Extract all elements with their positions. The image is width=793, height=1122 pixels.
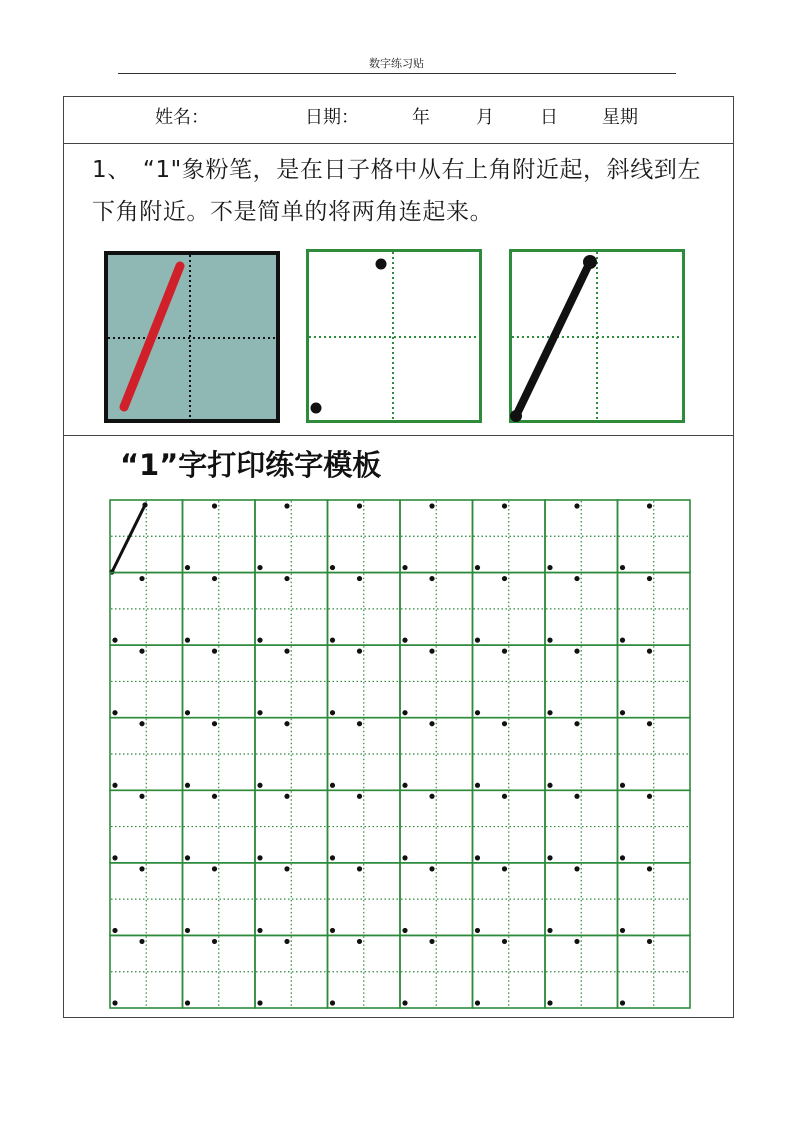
start-dot [583,255,597,269]
start-dot [139,794,144,799]
practice-cell [400,863,473,936]
start-dot [357,794,362,799]
start-dot [502,794,507,799]
end-dot [620,565,625,570]
practice-cell [545,863,618,936]
end-dot [547,638,552,643]
end-dot [330,565,335,570]
start-dot [139,721,144,726]
demo-figure-dots [305,248,483,424]
end-dot [257,565,262,570]
practice-cell [618,935,691,1008]
end-dot [112,783,117,788]
practice-cell [545,935,618,1008]
practice-cell [183,645,256,718]
start-dot [429,866,434,871]
start-dot [574,794,579,799]
end-dot [547,928,552,933]
practice-cell [328,790,401,863]
month-label: 月 [476,107,494,128]
table-row-divider [63,435,734,436]
end-dot [257,1000,262,1005]
end-dot [510,410,522,422]
demo-figure-completed-stroke [508,248,686,424]
start-dot [502,939,507,944]
end-dot [185,855,190,860]
end-dot [402,638,407,643]
end-dot [112,855,117,860]
end-dot [257,783,262,788]
day-label: 日 [540,107,558,128]
practice-cell [328,645,401,718]
end-dot [547,783,552,788]
practice-cell [255,500,328,573]
practice-cell [328,573,401,646]
practice-cell [473,935,546,1008]
start-dot [502,721,507,726]
start-dot [574,503,579,508]
practice-cell [183,790,256,863]
practice-cell [545,645,618,718]
practice-cell [110,863,183,936]
end-dot [257,928,262,933]
start-dot [357,939,362,944]
start-dot [574,649,579,654]
end-dot [311,403,322,414]
end-dot [547,855,552,860]
start-dot [357,649,362,654]
practice-cell [618,645,691,718]
end-dot [112,928,117,933]
practice-cell [183,718,256,791]
instruction-line: 下角附近。不是简单的将两角连起来。 [92,199,494,225]
start-dot [212,503,217,508]
end-dot [185,928,190,933]
start-dot [212,576,217,581]
start-dot [429,649,434,654]
practice-cell [618,573,691,646]
end-dot [112,638,117,643]
table-row-divider [63,143,734,144]
start-dot [212,649,217,654]
start-dot [574,939,579,944]
practice-cell [183,863,256,936]
instruction-line: 1、 “1"象粉笔，是在日子格中从右上角附近起，斜线到左 [92,157,702,183]
practice-cell [328,863,401,936]
start-dot [284,794,289,799]
header-rule [118,73,676,74]
demo-figure-chalk-stroke [104,251,280,423]
start-dot [502,503,507,508]
practice-cell [255,573,328,646]
end-dot [620,1000,625,1005]
start-dot [574,721,579,726]
end-dot [402,565,407,570]
start-dot [284,649,289,654]
start-dot [284,721,289,726]
start-dot [284,866,289,871]
start-dot [139,649,144,654]
practice-cell [109,500,182,575]
end-dot [112,710,117,715]
start-dot [429,576,434,581]
start-dot [574,866,579,871]
end-dot [402,783,407,788]
practice-cell [328,935,401,1008]
end-dot [402,855,407,860]
start-dot [647,649,652,654]
start-dot [284,939,289,944]
end-dot [112,1000,117,1005]
instruction-text [92,149,701,233]
end-dot [475,928,480,933]
start-dot [139,576,144,581]
end-dot [620,928,625,933]
practice-cell [618,718,691,791]
start-dot [212,866,217,871]
end-dot [475,1000,480,1005]
practice-cell [545,790,618,863]
practice-cell [255,790,328,863]
practice-cell [473,573,546,646]
start-dot [429,721,434,726]
start-dot [429,939,434,944]
end-dot [185,783,190,788]
start-dot [647,866,652,871]
practice-cell [473,718,546,791]
end-dot [185,638,190,643]
end-dot [257,855,262,860]
year-label: 年 [412,107,430,128]
start-dot [376,259,387,270]
practice-cell [110,790,183,863]
start-dot [284,503,289,508]
weekday-label: 星期 [602,107,638,128]
practice-grid [108,498,694,1012]
end-dot [402,1000,407,1005]
end-dot [330,710,335,715]
practice-cell [400,645,473,718]
practice-cell [545,500,618,573]
start-dot [212,794,217,799]
start-dot [357,503,362,508]
start-dot [502,576,507,581]
end-dot [475,565,480,570]
start-dot [647,939,652,944]
practice-cell [328,718,401,791]
end-dot [475,638,480,643]
example-stroke [112,505,145,572]
practice-cell [618,790,691,863]
end-dot [620,855,625,860]
practice-cell [110,935,183,1008]
start-dot [284,576,289,581]
end-dot [330,928,335,933]
practice-cell [473,790,546,863]
start-dot [139,939,144,944]
end-dot [547,710,552,715]
start-dot [502,866,507,871]
practice-cell [328,500,401,573]
end-dot [475,710,480,715]
end-dot [257,710,262,715]
start-dot [142,502,147,507]
start-dot [647,503,652,508]
end-dot [185,565,190,570]
practice-cell [400,718,473,791]
practice-cell [255,863,328,936]
end-dot [330,1000,335,1005]
practice-cell [473,863,546,936]
end-dot [185,1000,190,1005]
practice-cell [618,863,691,936]
date-label: 日期： [305,107,359,128]
end-dot [330,638,335,643]
start-dot [212,939,217,944]
end-dot [547,1000,552,1005]
practice-cell [400,573,473,646]
practice-cell [400,500,473,573]
practice-cell [110,718,183,791]
practice-cell [400,935,473,1008]
practice-cell [183,573,256,646]
template-title: “1”字打印练字模板 [120,448,382,482]
practice-cell [255,718,328,791]
practice-cell [473,500,546,573]
start-dot [357,721,362,726]
end-dot [185,710,190,715]
start-dot [574,576,579,581]
end-dot [402,710,407,715]
practice-cell [473,645,546,718]
end-dot [475,783,480,788]
end-dot [475,855,480,860]
practice-cell [110,645,183,718]
practice-cell [400,790,473,863]
end-dot [620,710,625,715]
end-dot [330,783,335,788]
practice-cell [183,500,256,573]
start-dot [357,576,362,581]
end-dot [620,783,625,788]
practice-cell [255,645,328,718]
start-dot [647,576,652,581]
end-dot [402,928,407,933]
end-dot [257,638,262,643]
start-dot [502,649,507,654]
start-dot [647,794,652,799]
end-dot [330,855,335,860]
page-header-title: 数字练习贴 [369,57,424,70]
start-dot [357,866,362,871]
start-dot [429,503,434,508]
practice-cell [110,573,183,646]
end-dot [547,565,552,570]
practice-cell [255,935,328,1008]
start-dot [139,866,144,871]
end-dot [620,638,625,643]
name-label: 姓名： [155,107,209,128]
practice-cell [183,935,256,1008]
practice-cell [545,718,618,791]
start-dot [647,721,652,726]
start-dot [212,721,217,726]
practice-cell [545,573,618,646]
practice-cell [618,500,691,573]
start-dot [429,794,434,799]
